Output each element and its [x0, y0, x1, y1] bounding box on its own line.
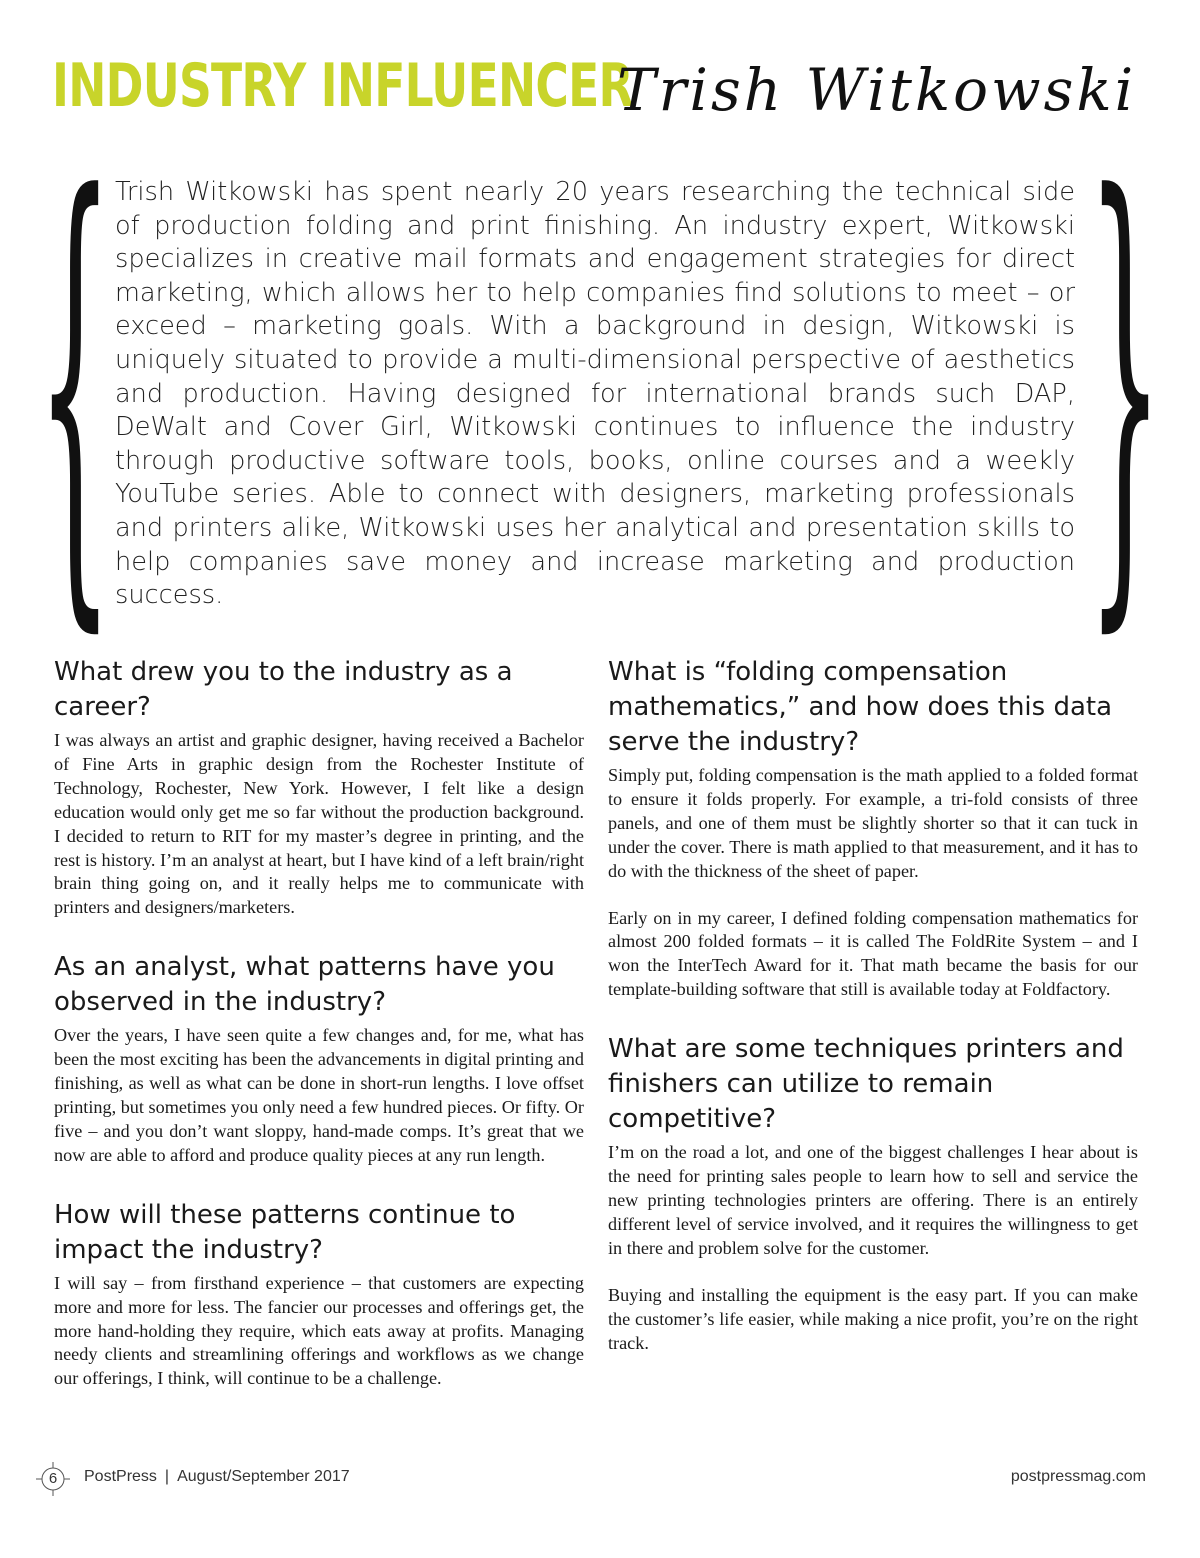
qa-item — [54, 1198, 584, 1392]
qa-item — [54, 950, 584, 1167]
footer-separator: | — [164, 1468, 170, 1485]
qa-item — [608, 655, 1138, 1002]
answer-paragraph: I will say – from firsthand experience – that customers are expecting more and more for less. The fancier our processes and offerings get, the more hand-holding they require, which eats away at profits. Managing needy clients and streamlining offerings and workflows as we change our offerings, I think, will continue to be a challenge. — [54, 1272, 584, 1389]
page-header — [52, 44, 1152, 134]
answer-paragraph: I was always an artist and graphic designer, having received a Bachelor of Fine Arts in graphic design from the Rochester Institute of Technology, Rochester, New York. However, I felt like a design education would only get me so far without the production background. I decided to return to RIT for my master’s degree in printing, and the rest is history. I’m an analyst at heart, but I have kind of a left brain/right brain thing going on, and it really helps me to communicate with printers and designers/marketers. — [54, 730, 584, 918]
answer-paragraph: Simply put, folding compensation is the math applied to a folded format to ensure it folds properly. For example, a tri-fold consists of three panels, and one of them must be slightly shorter so that it can tuck in under the cover. There is math applied to that measurement, and it has to do with the thickness of the sheet of paper. — [608, 765, 1138, 881]
website-link[interactable]: postpressmag.com — [1010, 1468, 1146, 1485]
intro-block — [36, 103, 1164, 673]
signature-name: Trish Witkowski — [617, 56, 1137, 124]
answer-paragraph: Buying and installing the equipment is the easy part. If you can make the customer’s life easier, while making a nice profit, you’re on the right track. — [608, 1284, 1138, 1353]
answer-paragraph: Over the years, I have seen quite a few changes and, for me, what has been the most exciting has been the advancements in digital printing and finishing, as well as what can be done in short-run lengths. I love offset printing, but sometimes you only need a few hundred pieces. Or fifty. Or five – and you don’t want sloppy, hand-made comps. It’s great that we now are able to afford and produce quality pieces at any run length. — [54, 1025, 584, 1165]
intro-text: Trish Witkowski has spent nearly 20 years researching the technical side of production folding and print finishing. An industry expert, Witkowski specializes in creative mail formats and engagement strategies for direct marketing, which allows her to help companies find solutions to meet – or exceed – marketing goals. With a background in design, Witkowski is uniquely situated to provide a multi-dimensional perspective of aesthetics and production. Having designed for international brands such DAP, DeWalt and Cover Girl, Witkowski continues to influence the industry through productive software tools, books, online courses and a weekly YouTube series. Able to connect with designers, marketing professionals and printers alike, Witkowski uses her analytical and presentation skills to help companies save money and increase marketing and production success. — [115, 177, 1075, 611]
question-heading: What are some techniques printers and finishers can utilize to remain competitive? — [608, 1034, 1124, 1135]
section-title: INDUSTRY INFLUENCER — [52, 51, 633, 121]
answer-paragraph: I’m on the road a lot, and one of the biggest challenges I hear about is the need for printing sales people to learn how to sell and service the new printing technologies printers are offering. There is an entirely different level of service involved, and it requires the willingness to get in there and problem solve for the customer. — [608, 1142, 1138, 1258]
page-number: 6 — [48, 1470, 58, 1487]
footer-publication-info — [84, 1468, 350, 1486]
question-heading: What drew you to the industry as a career? — [54, 657, 513, 722]
qa-item — [608, 1032, 1138, 1355]
publication-name: PostPress — [84, 1468, 157, 1485]
question-heading: How will these patterns continue to impact the industry? — [54, 1199, 516, 1265]
answer-paragraph: Early on in my career, I defined folding compensation mathematics for almost 200 folded formats – it is called The FoldRite System – and I won the InterTech Award for it. That math became the basis for our template-building software that still is available today at Foldfactory. — [608, 907, 1138, 1000]
right-brace-icon: } — [1086, 103, 1164, 673]
qa-item — [54, 655, 584, 920]
page-footer — [36, 1462, 1146, 1508]
question-heading: What is “folding compensation mathematics,” and how does this data serve the industry? — [608, 657, 1113, 757]
right-column — [608, 655, 1138, 1385]
left-column — [54, 655, 584, 1421]
issue-date: August/September 2017 — [177, 1468, 350, 1485]
question-heading: As an analyst, what patterns have you observed in the industry? — [54, 952, 555, 1018]
left-brace-icon: { — [36, 103, 114, 673]
